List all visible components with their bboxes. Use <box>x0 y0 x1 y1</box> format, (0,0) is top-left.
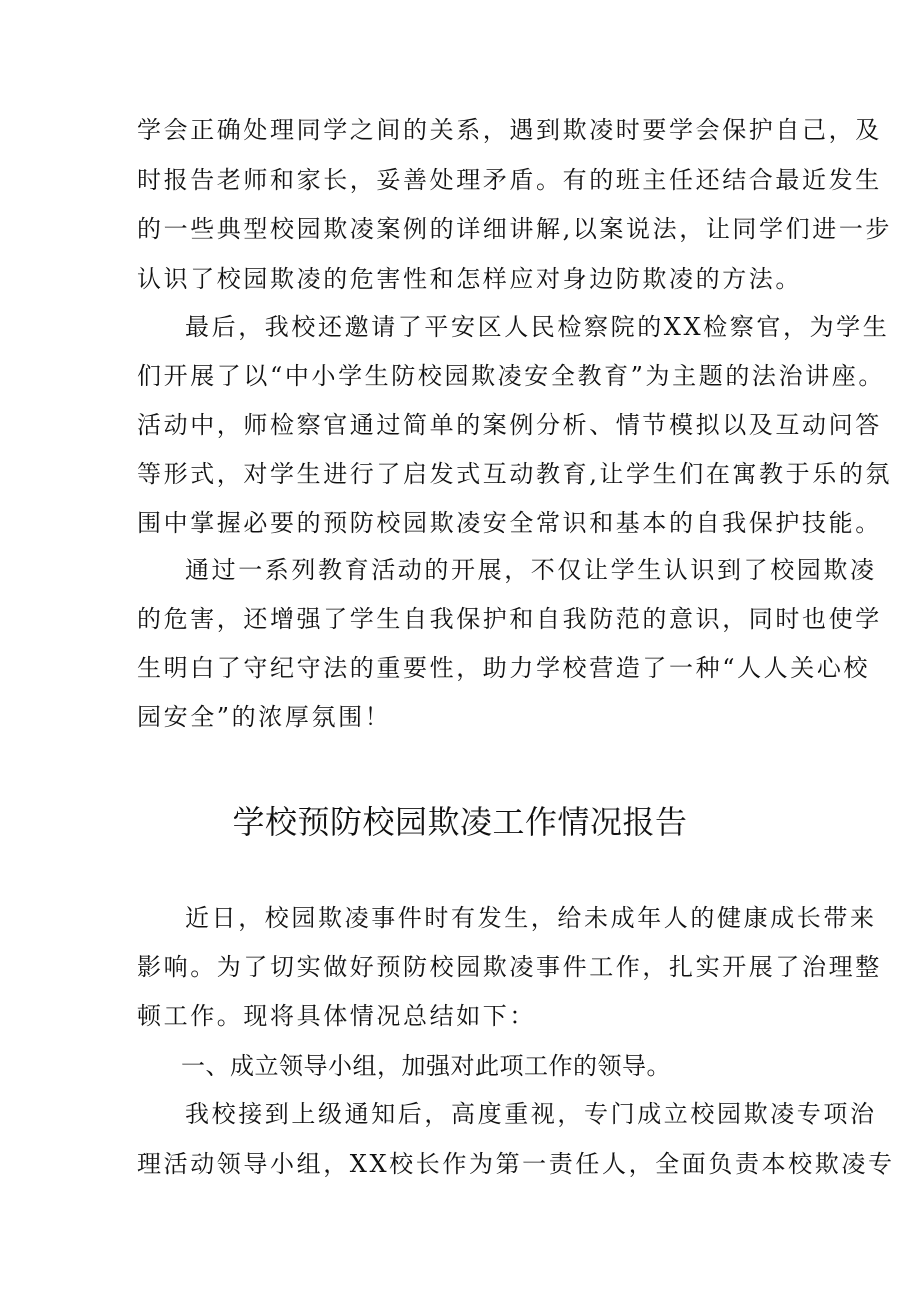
section-heading: 一、成立领导小组，加强对此项工作的领导。 <box>181 1052 671 1080</box>
report-title: 学校预防校园欺凌工作情况报告 <box>232 803 688 841</box>
document-page: 学会正确处理同学之间的关系，遇到欺凌时要学会保护自己，及 时报告老师和家长，妥善处理矛盾。有的班主任还结合最近发生 的一些典型校园欺凌案例的详细讲解,以案说法，让同学们进一步 认识了校园欺凌的危害性和怎样应对身边防欺凌的方法。 最后，我校还邀请了平安区人民检察院的XX检察官，为学生 们开展了以“中小学生防校园欺凌安全教育”为主题的法治讲座。 活动中，师检察官通过简单的案例分析、情节模拟以及互动问答 等形式，对学生进行了启发式互动教育,让学生们在寓教于乐的氛 围中掌握必要的预防校园欺凌安全常识和基本的自我保护技能。 通过一系列教育活动的开展，不仅让学生认识到了校园欺凌 的危害，还增强了学生自我保护和自我防范的意识，同时也使学 生明白了守纪守法的重要性，助力学校营造了一种“人人关心校 园安全”的浓厚氛围！ 学校预防校园欺凌工作情况报告 近日，校园欺凌事件时有发生，给未成年人的健康成长带来 影响。为了切实做好预防校园欺凌事件工作，扎实开展了治理整 顿工作。现将具体情况总结如下： 一、成立领导小组，加强对此项工作的领导。 我校接到上级通知后，高度重视，专门成立校园欺凌专项治 理活动领导小组，XX校长作为第一责任人，全面负责本校欺凌专 <box>0 0 920 1301</box>
